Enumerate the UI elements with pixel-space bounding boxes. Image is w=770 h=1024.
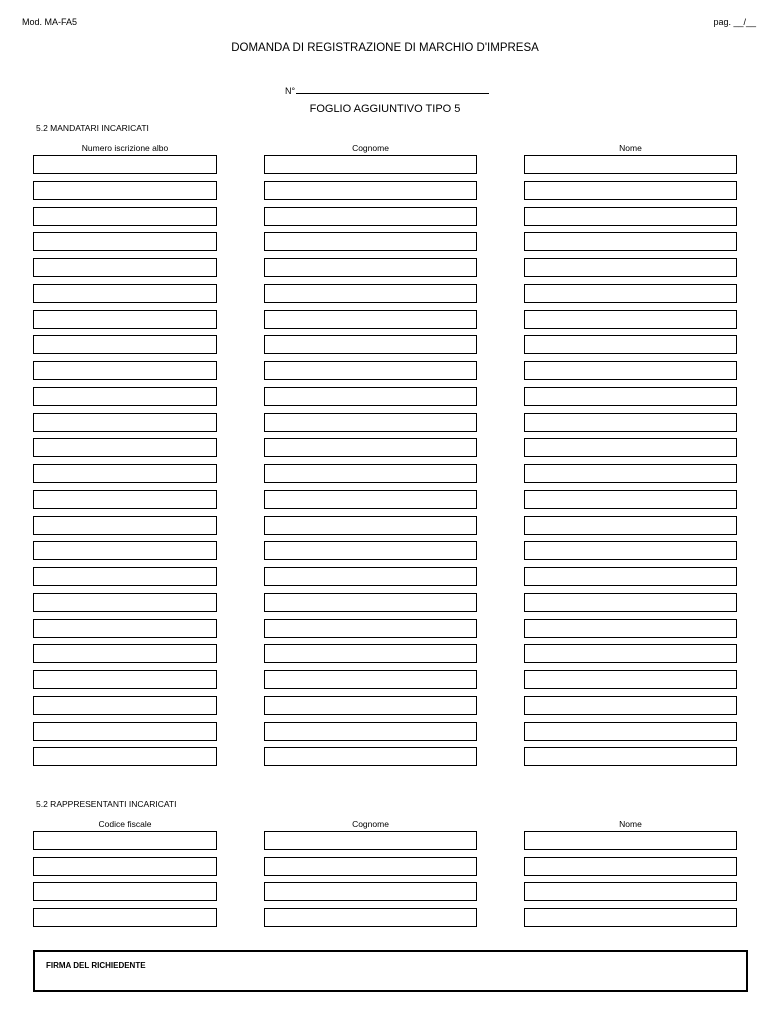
mandatario-nome-field[interactable]	[524, 438, 737, 457]
mandatario-cognome-field[interactable]	[264, 541, 477, 560]
rappresentante-codice-fiscale-field[interactable]	[33, 882, 217, 901]
mandatario-nome-field[interactable]	[524, 619, 737, 638]
mandatario-albo-field[interactable]	[33, 464, 217, 483]
mandatario-albo-field[interactable]	[33, 207, 217, 226]
mandatario-nome-field[interactable]	[524, 644, 737, 663]
mandatario-albo-field[interactable]	[33, 644, 217, 663]
mandatario-nome-field[interactable]	[524, 696, 737, 715]
rappresentante-nome-field[interactable]	[524, 857, 737, 876]
mandatario-albo-field[interactable]	[33, 541, 217, 560]
mandatario-cognome-field[interactable]	[264, 207, 477, 226]
document-title: DOMANDA DI REGISTRAZIONE DI MARCHIO D'IMPRESA	[231, 42, 539, 54]
mandatario-nome-field[interactable]	[524, 670, 737, 689]
mandatario-cognome-field[interactable]	[264, 361, 477, 380]
application-number-line	[285, 85, 489, 96]
mandatario-nome-field[interactable]	[524, 722, 737, 741]
rappresentante-codice-fiscale-field[interactable]	[33, 831, 217, 850]
mandatario-albo-field[interactable]	[33, 696, 217, 715]
mandatari-col-cognome: Cognome	[352, 143, 389, 153]
application-number-label: N°	[285, 86, 296, 96]
mandatario-nome-field[interactable]	[524, 567, 737, 586]
mandatario-albo-field[interactable]	[33, 722, 217, 741]
rappresentante-cognome-field[interactable]	[264, 882, 477, 901]
mandatario-nome-field[interactable]	[524, 335, 737, 354]
mandatario-albo-field[interactable]	[33, 387, 217, 406]
mandatario-albo-field[interactable]	[33, 593, 217, 612]
mandatario-albo-field[interactable]	[33, 335, 217, 354]
mandatario-albo-field[interactable]	[33, 181, 217, 200]
mandatario-nome-field[interactable]	[524, 361, 737, 380]
rappresentante-codice-fiscale-field[interactable]	[33, 908, 217, 927]
mandatario-nome-field[interactable]	[524, 258, 737, 277]
mandatario-cognome-field[interactable]	[264, 490, 477, 509]
rappresentante-cognome-field[interactable]	[264, 908, 477, 927]
page-number: pag. __/__	[713, 17, 756, 27]
mandatario-cognome-field[interactable]	[264, 232, 477, 251]
mandatario-nome-field[interactable]	[524, 516, 737, 535]
mandatario-cognome-field[interactable]	[264, 464, 477, 483]
mandatario-albo-field[interactable]	[33, 619, 217, 638]
mandatario-nome-field[interactable]	[524, 284, 737, 303]
mandatario-cognome-field[interactable]	[264, 593, 477, 612]
mandatario-nome-field[interactable]	[524, 464, 737, 483]
mandatario-cognome-field[interactable]	[264, 670, 477, 689]
signature-label: FIRMA DEL RICHIEDENTE	[46, 961, 146, 970]
rappresentante-codice-fiscale-field[interactable]	[33, 857, 217, 876]
form-code: Mod. MA-FA5	[22, 17, 78, 27]
mandatario-nome-field[interactable]	[524, 232, 737, 251]
mandatario-cognome-field[interactable]	[264, 335, 477, 354]
mandatario-cognome-field[interactable]	[264, 619, 477, 638]
mandatario-albo-field[interactable]	[33, 516, 217, 535]
mandatario-albo-field[interactable]	[33, 670, 217, 689]
mandatario-cognome-field[interactable]	[264, 413, 477, 432]
mandatario-albo-field[interactable]	[33, 310, 217, 329]
mandatario-albo-field[interactable]	[33, 155, 217, 174]
mandatario-albo-field[interactable]	[33, 567, 217, 586]
rappresentante-nome-field[interactable]	[524, 908, 737, 927]
mandatari-col-albo: Numero iscrizione albo	[81, 143, 169, 153]
mandatario-cognome-field[interactable]	[264, 644, 477, 663]
mandatario-nome-field[interactable]	[524, 541, 737, 560]
mandatario-nome-field[interactable]	[524, 207, 737, 226]
mandatario-nome-field[interactable]	[524, 181, 737, 200]
rappresentanti-section-label: 5.2 RAPPRESENTANTI INCARICATI	[36, 799, 177, 809]
mandatario-cognome-field[interactable]	[264, 438, 477, 457]
mandatario-cognome-field[interactable]	[264, 722, 477, 741]
mandatario-cognome-field[interactable]	[264, 155, 477, 174]
mandatario-albo-field[interactable]	[33, 232, 217, 251]
rappresentanti-col-cognome: Cognome	[352, 819, 389, 829]
rappresentanti-col-codice-fiscale: Codice fiscale	[98, 819, 152, 829]
mandatario-nome-field[interactable]	[524, 747, 737, 766]
mandatari-section-label: 5.2 MANDATARI INCARICATI	[36, 123, 149, 133]
mandatario-nome-field[interactable]	[524, 593, 737, 612]
mandatario-cognome-field[interactable]	[264, 258, 477, 277]
rappresentante-nome-field[interactable]	[524, 882, 737, 901]
mandatario-albo-field[interactable]	[33, 258, 217, 277]
mandatario-albo-field[interactable]	[33, 747, 217, 766]
mandatario-nome-field[interactable]	[524, 310, 737, 329]
rappresentante-cognome-field[interactable]	[264, 857, 477, 876]
mandatario-nome-field[interactable]	[524, 490, 737, 509]
signature-box[interactable]	[33, 950, 748, 992]
rappresentante-cognome-field[interactable]	[264, 831, 477, 850]
mandatario-cognome-field[interactable]	[264, 516, 477, 535]
mandatario-albo-field[interactable]	[33, 284, 217, 303]
rappresentanti-col-nome: Nome	[619, 819, 642, 829]
mandatario-cognome-field[interactable]	[264, 181, 477, 200]
mandatario-cognome-field[interactable]	[264, 387, 477, 406]
mandatario-cognome-field[interactable]	[264, 567, 477, 586]
mandatario-cognome-field[interactable]	[264, 284, 477, 303]
mandatario-cognome-field[interactable]	[264, 696, 477, 715]
mandatario-albo-field[interactable]	[33, 361, 217, 380]
rappresentante-nome-field[interactable]	[524, 831, 737, 850]
mandatario-nome-field[interactable]	[524, 387, 737, 406]
sheet-subtitle: FOGLIO AGGIUNTIVO TIPO 5	[309, 103, 461, 115]
mandatario-nome-field[interactable]	[524, 155, 737, 174]
application-number-blank[interactable]	[296, 85, 489, 94]
mandatario-nome-field[interactable]	[524, 413, 737, 432]
mandatario-cognome-field[interactable]	[264, 310, 477, 329]
mandatari-col-nome: Nome	[619, 143, 642, 153]
mandatario-albo-field[interactable]	[33, 490, 217, 509]
mandatario-albo-field[interactable]	[33, 438, 217, 457]
mandatario-cognome-field[interactable]	[264, 747, 477, 766]
mandatario-albo-field[interactable]	[33, 413, 217, 432]
